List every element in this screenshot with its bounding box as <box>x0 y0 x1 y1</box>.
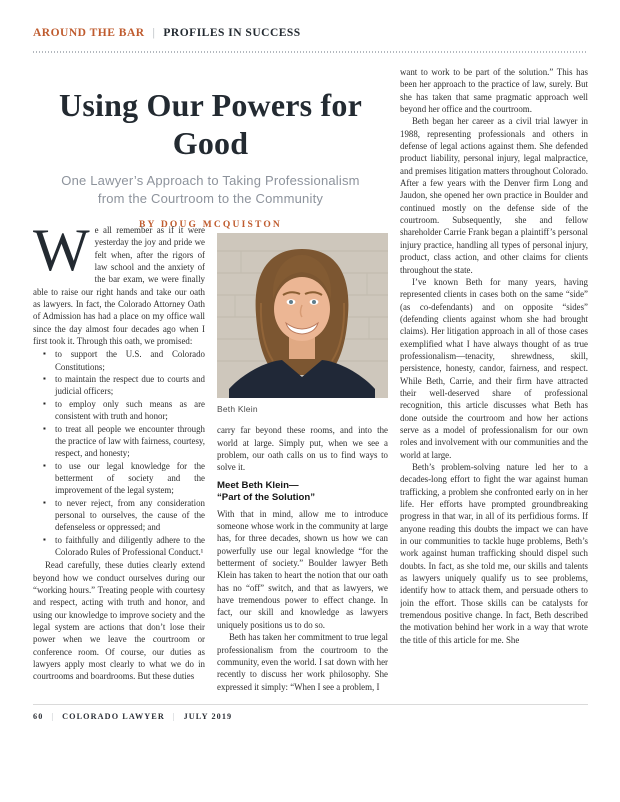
oath-list <box>43 348 205 558</box>
oath-item: ▪ to maintain the respect due to courts and judicial officers; <box>43 373 205 398</box>
article-subtitle-line2: from the Courtroom to the Community <box>97 190 324 206</box>
article-subtitle-line1: One Lawyer’s Approach to Taking Professionalism <box>61 173 360 188</box>
page-number: 60 <box>33 712 44 721</box>
page-header <box>33 27 588 39</box>
paragraph: want to work to be part of the solution.” This has been her approach to the practice of law, surely. But she has taken that same pragmatic approach well beyond her office and the courtroom. <box>400 67 588 115</box>
middle-column <box>217 233 388 704</box>
intro-text: e all remember as if it were yesterday the joy and pride we felt when, after the rigors of law school and the anxiety of the bar exam, we were finally able to raise our right hands and take our oath as lawyers. In fact, the Colorado Attorney Oath of Admission has had a place on my office wall since the day almost four decades ago when I first took it. Through this oath, we promised: <box>33 225 205 347</box>
photo-caption: Beth Klein <box>217 404 258 414</box>
paragraph: Read carefully, these duties clearly extend beyond how we conduct ourselves during our “working hours.” Treating people with courtesy and respect, acting with truth and honor, and using our knowledge to improve society and the legal system are actions that don’t lose their power when we leave the courtroom or conference room. Of course, our duties as lawyers apply most clearly to what we do in courtrooms and boardrooms. But these duties <box>33 560 205 682</box>
intro-paragraph <box>33 224 205 347</box>
article-title-block <box>33 86 388 230</box>
oath-item: ▪ to support the U.S. and Colorado Constitutions; <box>43 348 205 373</box>
paragraph: Beth’s problem-solving nature led her to a decades-long effort to fight the war against human trafficking, a problem she confronted early on in her life. Her efforts have prompted groundbreaking progress in that war, in all of its perfidious forms. If anyone reading this doubts the impact we can have in our communities to tackle huge problems, Beth’s work against human trafficking should dispel such doubts. In fact, as she told me, our skills and talents as lawyers uniquely qualify us to see problems, identify how to attack them, and persuade others to join the effort. Those skills can be catalysts for tremendous positive change. In fact, Beth described the motivation behind her work in a way that wrote the title of this article for me. She <box>400 462 588 645</box>
subhead-line2: “Part of the Solution” <box>217 492 316 504</box>
header-dotted-rule <box>33 51 588 53</box>
drop-cap: W <box>33 224 90 283</box>
right-column <box>400 66 588 704</box>
footer-divider: | <box>172 712 176 721</box>
paragraph: I’ve known Beth for many years, having represented clients in cases both on the same “side” (as co-defendants) and on opposite “sides” (defending clients against whom she had brought claims). Her litigation approach in all of those cases exemplified what I have always thought of as true professionalism—tenacity, shrewdness, skill, persistence, honesty, candor, fairness, and respect. While Beth, Carrie, and their firm have attracted their well-deserved share of professional recognition, this article discusses what Beth has done outside the courtroom and how her actions serve as a model of professionalism for our own roles and involvement with our communities and the world at large. <box>400 276 588 460</box>
issue-date: JULY 2019 <box>183 712 233 721</box>
left-column <box>33 224 205 704</box>
subhead-line1: Meet Beth Klein— <box>217 479 299 491</box>
footer-divider: | <box>51 712 55 721</box>
paragraph: Beth has taken her commitment to true legal professionalism from the courtroom to the community, even the world. I sat down with her recently to discuss her work philosophy. She expressed it simply: “When I see a problem, I <box>217 632 388 692</box>
publication-name: COLORADO LAWYER <box>62 712 165 721</box>
paragraph: Beth began her career as a civil trial lawyer in 1988, representing professionals and others in defense of legal actions against them. She defended product liability, personal injury, legal malpractice, and premises litigation matters throughout Colorado. After a few years with the Denver firm Long and Jaudon, she opened her own practice in Boulder and continued mostly on the defense side of the courtroom. Subsequently, she and fellow shareholder Carrie Frank began a plaintiff’s personal injury practice, handling all types of personal injury, product, class action, and other claims for clients throughout the state. <box>400 116 588 275</box>
paragraph: carry far beyond these rooms, and into the world at large. Simply put, when we see a problem, our oath calls on us to find ways to solve it. <box>217 425 388 473</box>
oath-item: ▪ to faithfully and diligently adhere to the Colorado Rules of Professional Conduct.¹ <box>43 534 205 559</box>
oath-item: ▪ to never reject, from any consideration personal to ourselves, the cause of the defenseless or oppressed; and <box>43 497 205 534</box>
page-footer <box>33 712 232 721</box>
footer-rule <box>33 704 588 705</box>
oath-item: ▪ to employ only such means as are consistent with truth and honor; <box>43 398 205 423</box>
article-title: Using Our Powers for Good <box>59 87 362 161</box>
section-subhead <box>217 480 388 505</box>
paragraph: With that in mind, allow me to introduce someone whose work in the community at large has, for three decades, shown us how we can powerfully use our legal knowledge “for the betterment of society.” Boulder lawyer Beth Klein has taken to heart the notion that our oath has no “off” switch, and that as lawyers, we have tremendous power to effect change. In fact, our skill and knowledge as lawyers uniquely positions us to do so. <box>217 508 388 630</box>
oath-item: ▪ to use our legal knowledge for the betterment of society and the improvement of the legal system; <box>43 460 205 497</box>
article-subtitle <box>33 172 388 207</box>
section-title: PROFILES IN SUCCESS <box>163 27 301 39</box>
beth-klein-photo <box>217 233 388 398</box>
section-kicker: AROUND THE BAR <box>33 27 145 39</box>
oath-item: ▪ to treat all people we encounter through the practice of law with fairness, courtesy, respect, and honesty; <box>43 423 205 460</box>
article-byline: BY DOUG MCQUISTON <box>139 220 282 230</box>
kicker-divider: | <box>152 27 156 39</box>
